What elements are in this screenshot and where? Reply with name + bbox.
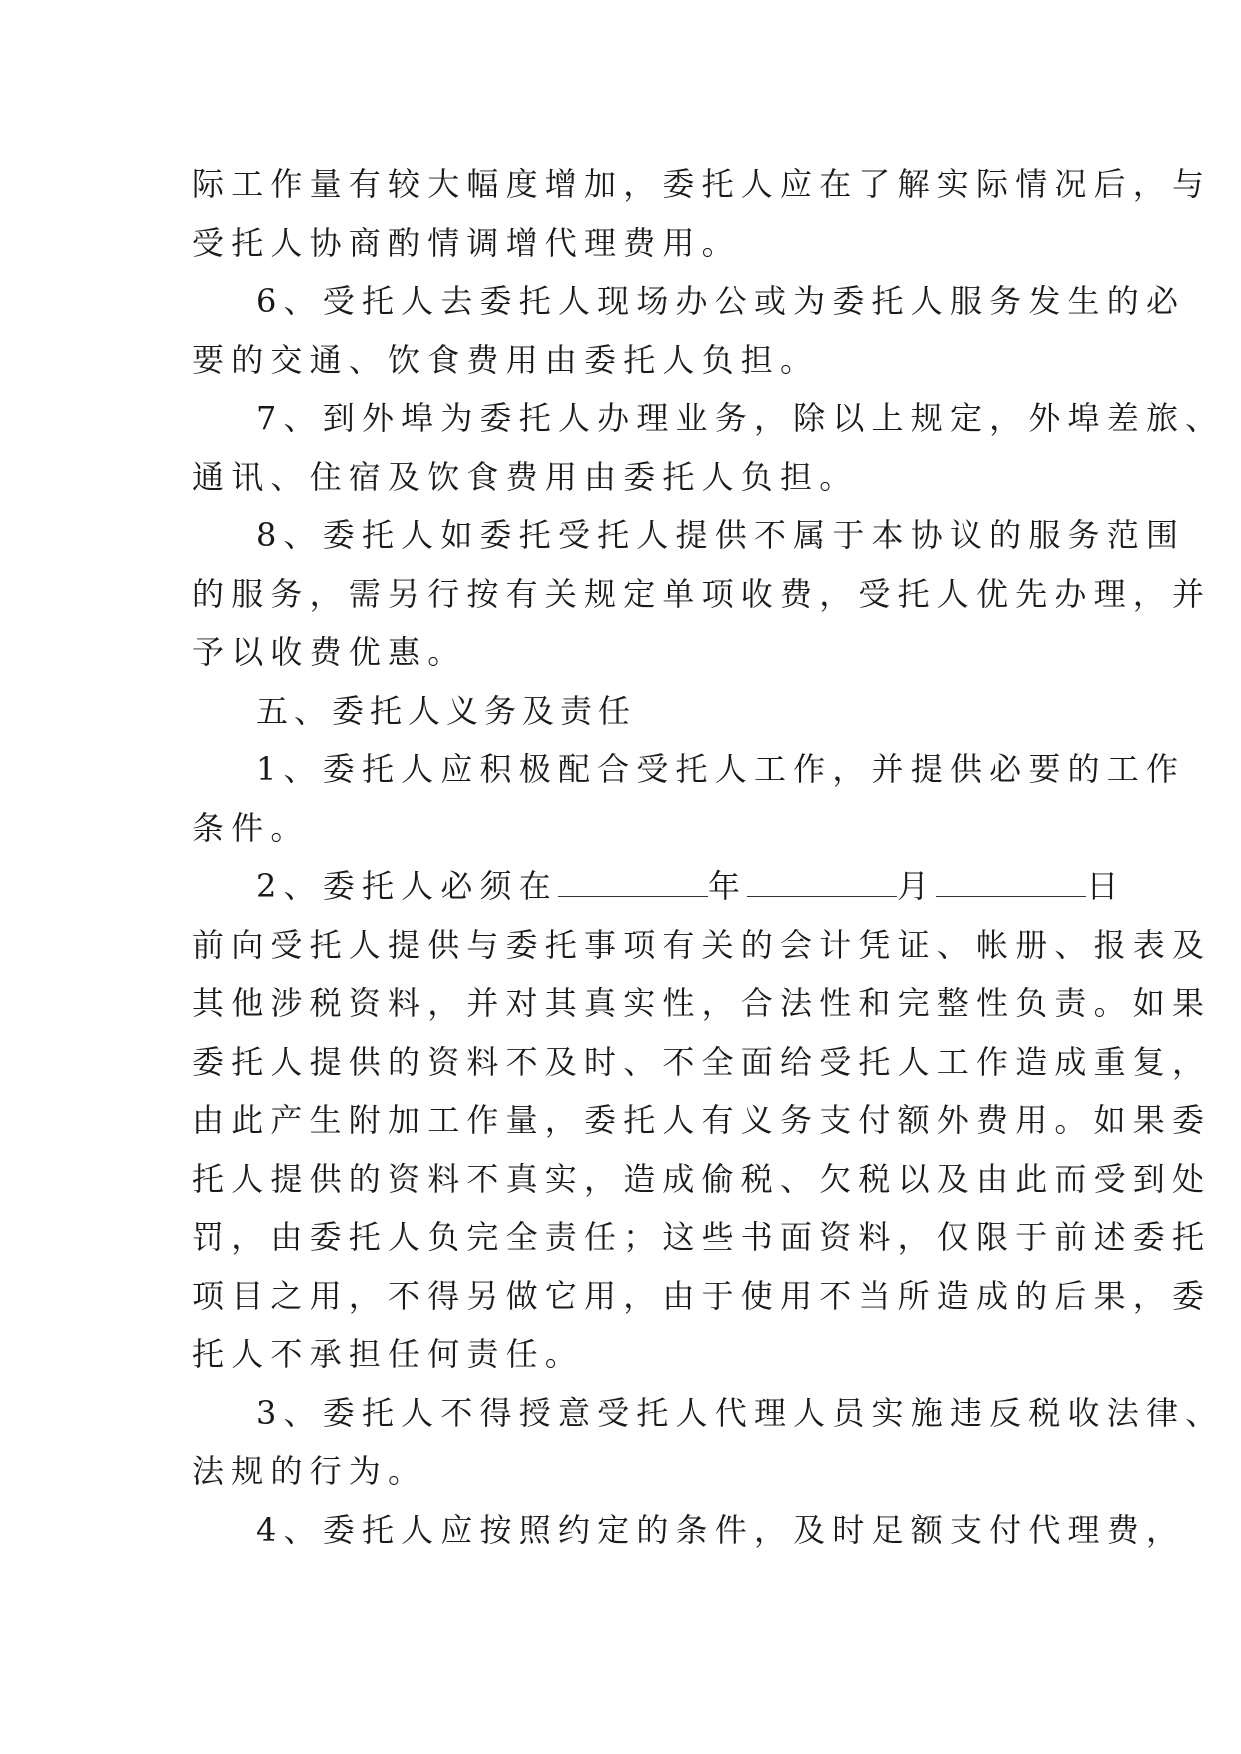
paragraph-obligation-2 <box>192 857 1212 1384</box>
text-line: 前向受托人提供与委托事项有关的会计凭证、帐册、报表及 <box>192 925 1212 964</box>
text-line: 6、受托人去委托人现场办公或为委托人服务发生的必 <box>256 282 1186 320</box>
text-line: 予以收费优惠。 <box>192 633 467 671</box>
date-fill-line <box>192 857 1126 916</box>
paragraph-obligation-4 <box>192 1501 1186 1560</box>
text-line: 1、委托人应积极配合受托人工作，并提供必要的工作 <box>256 750 1186 788</box>
paragraph-clause-8 <box>192 506 1212 682</box>
day-blank <box>936 872 1086 897</box>
text-line: 通讯、住宿及饮食费用由委托人负担。 <box>192 457 859 496</box>
text-line: 条件。 <box>192 808 310 847</box>
text-line: 项目之用，不得另做它用，由于使用不当所造成的后果，委 <box>192 1276 1212 1315</box>
month-label: 月 <box>897 867 937 905</box>
text-line: 8、委托人如委托受托人提供不属于本协议的服务范围 <box>256 516 1186 554</box>
document-body <box>192 155 1225 1559</box>
text-line: 由此产生附加工作量，委托人有义务支付额外费用。如果委 <box>192 1101 1212 1139</box>
year-blank <box>558 872 708 897</box>
section-heading-client-obligations <box>192 682 1054 741</box>
year-label: 年 <box>707 867 748 905</box>
text-line: 托人不承担任何责任。 <box>192 1335 585 1373</box>
month-blank <box>747 872 897 897</box>
text-line: 要的交通、饮食费用由委托人负担。 <box>192 340 820 379</box>
day-label: 日 <box>1086 867 1126 905</box>
text-fragment: 2、委托人必须在 <box>256 867 558 905</box>
section-heading-text: 五、委托人义务及责任 <box>256 691 637 730</box>
text-line: 的服务，需另行按有关规定单项收费，受托人优先办理，并 <box>192 574 1212 613</box>
text-line: 法规的行为。 <box>192 1452 428 1490</box>
text-line: 3、委托人不得授意受托人代理人员实施违反税收法律、 <box>256 1393 1225 1432</box>
text-line: 受托人协商酌情调增代理费用。 <box>192 223 741 262</box>
paragraph-workload-increase <box>192 155 1212 272</box>
paragraph-obligation-1 <box>192 740 1186 857</box>
text-line: 际工作量有较大幅度增加，委托人应在了解实际情况后，与 <box>192 165 1212 203</box>
text-line: 其他涉税资料，并对其真实性，合法性和完整性负责。如果 <box>192 984 1212 1022</box>
paragraph-clause-6 <box>192 272 1186 389</box>
text-line: 托人提供的资料不真实，造成偷税、欠税以及由此而受到处 <box>192 1159 1212 1198</box>
text-line: 委托人提供的资料不及时、不全面给受托人工作造成重复， <box>192 1042 1212 1081</box>
text-line: 7、到外埠为委托人办理业务，除以上规定，外埠差旅、 <box>256 399 1225 437</box>
text-line: 罚，由委托人负完全责任；这些书面资料，仅限于前述委托 <box>192 1218 1212 1256</box>
text-line: 4、委托人应按照约定的条件，及时足额支付代理费， <box>256 1510 1186 1549</box>
paragraph-clause-7 <box>192 389 1225 506</box>
paragraph-obligation-3 <box>192 1384 1225 1501</box>
